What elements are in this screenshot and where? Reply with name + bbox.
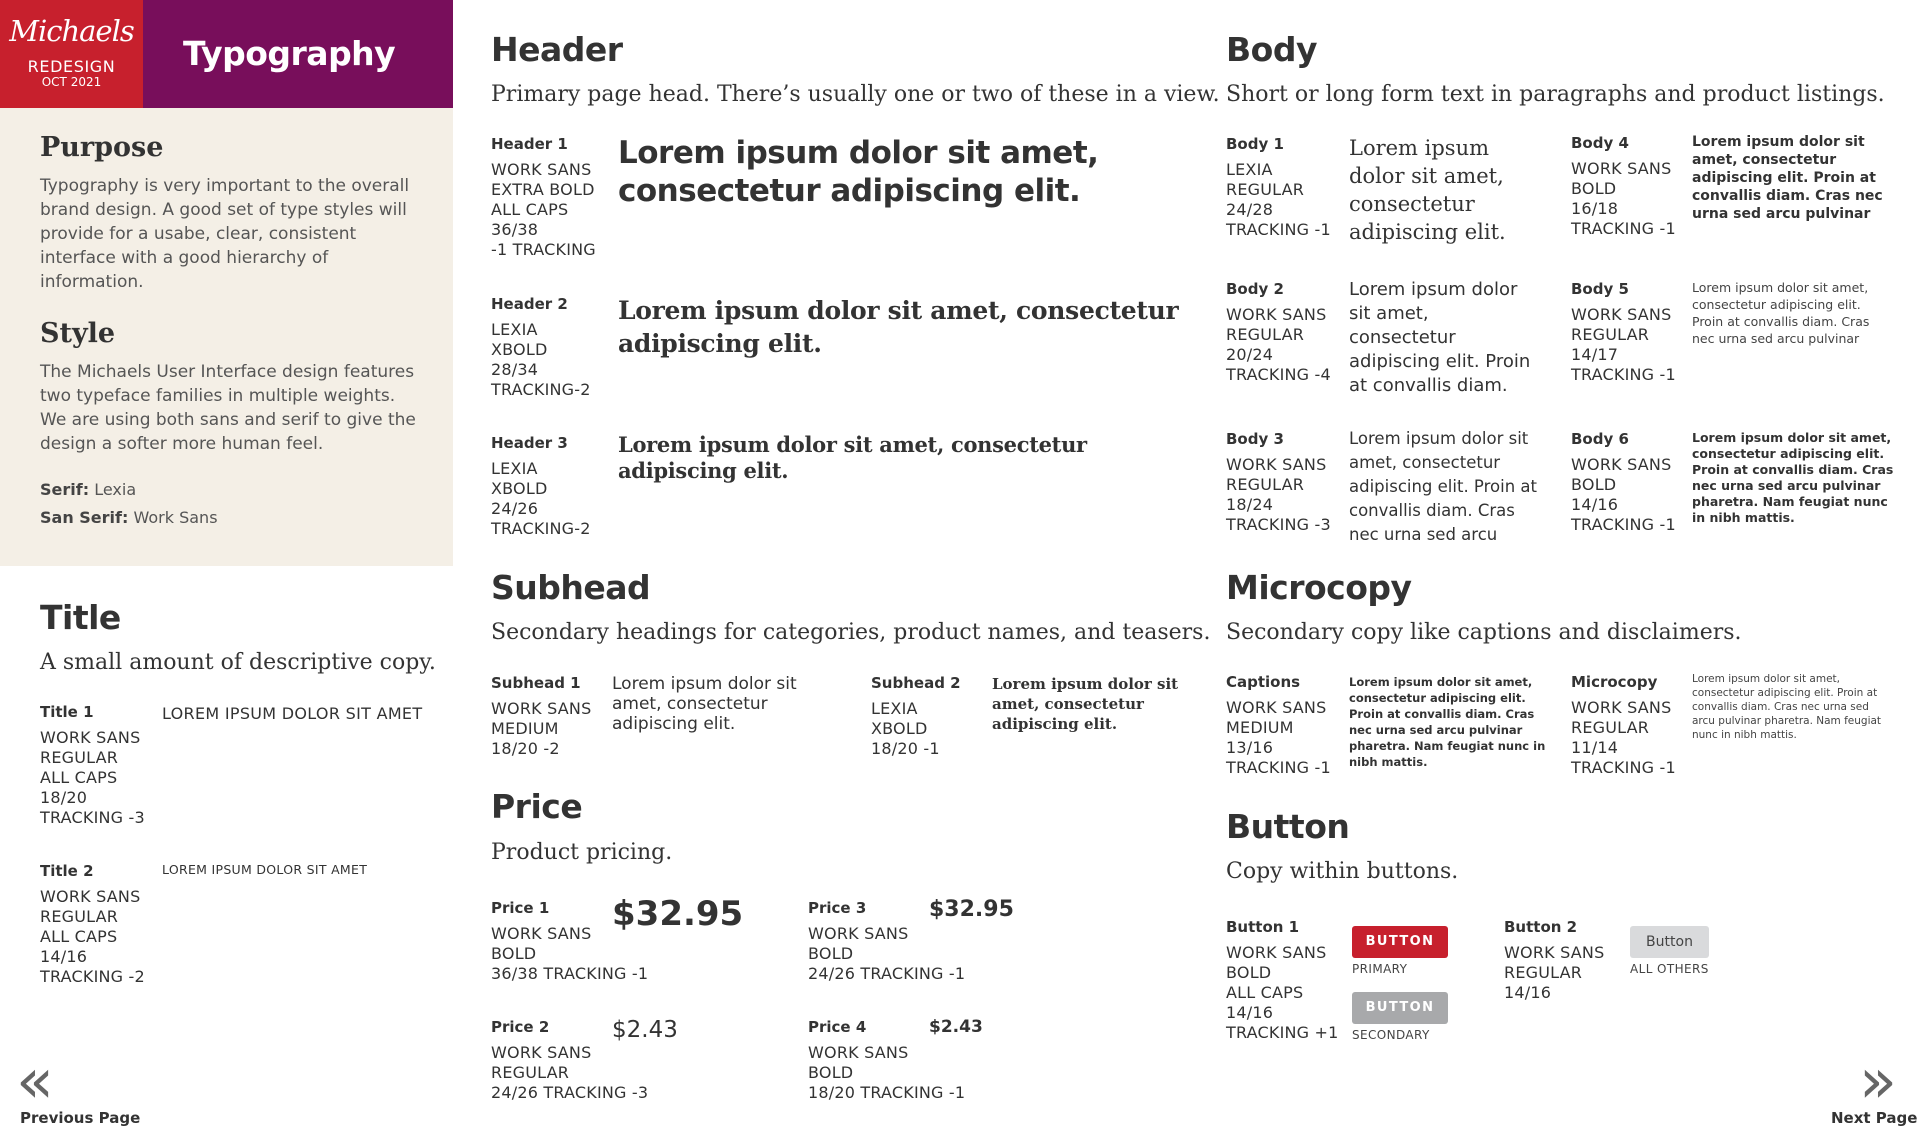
sans-font-value: Work Sans: [133, 508, 218, 527]
price-1-label: Price 1: [491, 899, 550, 917]
title-2-sample: LOREM IPSUM DOLOR SIT AMET: [162, 862, 368, 877]
body-2-label: Body 2: [1226, 280, 1284, 298]
subhead-2-spec-text: LEXIA XBOLD 18/20 -1: [871, 699, 940, 758]
body-6-spec: [1571, 429, 1676, 535]
subhead-2-spec: [871, 673, 961, 759]
subhead-1-sample: Lorem ipsum dolor sit amet, consectetur adipiscing elit.: [612, 674, 797, 734]
body-1-sample: Lorem ipsum dolor sit amet, consectetur adipiscing elit.: [1349, 136, 1506, 244]
header-2-label: Header 2: [491, 295, 568, 313]
body-section-description: Short or long form text in paragraphs and product listings.: [1226, 82, 1885, 107]
price-4-sample: $2.43: [929, 1017, 983, 1037]
button-1-label: Button 1: [1226, 918, 1300, 936]
price-2-sample: $2.43: [612, 1017, 678, 1043]
body-1-spec: [1226, 134, 1331, 240]
serif-font-line: [40, 480, 136, 499]
body-section-heading: Body: [1226, 30, 1317, 69]
body-2-spec: [1226, 279, 1331, 385]
subhead-1-label: Subhead 1: [491, 674, 581, 692]
subhead-2-label: Subhead 2: [871, 674, 961, 692]
price-4-spec-text: WORK SANS BOLD 18/20 TRACKING -1: [808, 1043, 966, 1102]
microcopy-label: Microcopy: [1571, 673, 1658, 691]
purpose-text: Typography is very important to the overall brand design. A good set of type styles will provide for a usabe, clear, consistent interface with a good hierarchy of information.: [40, 176, 410, 292]
captions-spec-text: WORK SANS MEDIUM 13/16 TRACKING -1: [1226, 698, 1331, 777]
body-5-label: Body 5: [1571, 280, 1629, 298]
page-title-banner: [143, 0, 453, 108]
body-3-sample: Lorem ipsum dolor sit amet, consectetur adipiscing elit. Proin at convallis diam. Cras nec urna sed arcu: [1349, 429, 1537, 544]
next-page-link[interactable]: Next Page: [1831, 1109, 1918, 1127]
captions-spec: [1226, 672, 1331, 778]
header-1-spec-text: WORK SANS EXTRA BOLD ALL CAPS 36/38 -1 TRACKING: [491, 160, 596, 259]
body-6-sample: Lorem ipsum dolor sit amet, consectetur adipiscing elit. Proin at convallis diam. Cras nec urna sed arcu pulvinar pharetra. Nam feugiat nunc in nibh mattis.: [1692, 430, 1894, 525]
button-1-spec: [1226, 917, 1339, 1043]
button-section-description: Copy within buttons.: [1226, 859, 1459, 884]
redesign-date: OCT 2021: [41, 75, 102, 89]
microcopy-spec: [1571, 672, 1676, 778]
title-section-description: A small amount of descriptive copy.: [40, 650, 436, 675]
previous-page-link[interactable]: Previous Page: [20, 1109, 141, 1127]
microcopy-sample: Lorem ipsum dolor sit amet, consectetur adipiscing elit. Proin at convallis diam. Cras nec urna sed arcu pulvinar pharetra. Nam feugiat nunc in nibh mattis.: [1692, 673, 1882, 741]
title-1-spec: [40, 702, 145, 828]
title-2-spec-text: WORK SANS REGULAR ALL CAPS 14/16 TRACKING -2: [40, 887, 145, 986]
secondary-caption: SECONDARY: [1352, 1028, 1430, 1042]
page-title: Typography: [183, 34, 396, 73]
header-3-spec: [491, 433, 591, 539]
intro-panel: [0, 108, 453, 566]
body-2-sample: Lorem ipsum dolor sit amet, consectetur adipiscing elit. Proin at convallis diam.: [1349, 279, 1531, 396]
serif-font-label: Serif:: [40, 480, 90, 499]
captions-sample: Lorem ipsum dolor sit amet, consectetur adipiscing elit. Proin at convallis diam. Cras nec urna sed arcu pulvinar pharetra. Nam feugiat nunc in nibh mattis.: [1349, 675, 1546, 769]
price-4-label: Price 4: [808, 1018, 867, 1036]
header-1-label: Header 1: [491, 135, 568, 153]
redesign-label: REDESIGN: [27, 57, 116, 76]
price-1-spec-text: WORK SANS BOLD 36/38 TRACKING -1: [491, 924, 649, 983]
brand-block: [0, 0, 143, 108]
header-1-spec: [491, 134, 596, 260]
header-2-spec: [491, 294, 591, 400]
body-3-label: Body 3: [1226, 430, 1284, 448]
price-1-sample: $32.95: [612, 894, 744, 934]
header-2-spec-text: LEXIA XBOLD 28/34 TRACKING-2: [491, 320, 591, 399]
style-text: The Michaels User Interface design features two typeface families in multiple weights. We are using both sans and serif to give the design a softer more human feel.: [40, 362, 416, 454]
double-chevron-left-icon[interactable]: «: [16, 1044, 54, 1117]
price-3-label: Price 3: [808, 899, 867, 917]
price-section-description: Product pricing.: [491, 840, 673, 865]
all-others-caption: ALL OTHERS: [1630, 962, 1709, 976]
subhead-section-heading: Subhead: [491, 568, 651, 607]
body-1-label: Body 1: [1226, 135, 1284, 153]
subhead-1-spec-text: WORK SANS MEDIUM 18/20 -2: [491, 699, 592, 758]
price-3-sample: $32.95: [929, 897, 1014, 922]
button-section-heading: Button: [1226, 807, 1350, 846]
header-3-spec-text: LEXIA XBOLD 24/26 TRACKING-2: [491, 459, 591, 538]
title-1-sample: LOREM IPSUM DOLOR SIT AMET: [162, 704, 423, 723]
captions-label: Captions: [1226, 673, 1301, 691]
price-3-spec-text: WORK SANS BOLD 24/26 TRACKING -1: [808, 924, 966, 983]
primary-button[interactable]: BUTTON: [1352, 926, 1448, 958]
purpose-heading: Purpose: [40, 132, 164, 163]
body-3-spec-text: WORK SANS REGULAR 18/24 TRACKING -3: [1226, 455, 1331, 534]
microcopy-section-description: Secondary copy like captions and disclaimers.: [1226, 620, 1742, 645]
body-2-spec-text: WORK SANS REGULAR 20/24 TRACKING -4: [1226, 305, 1331, 384]
other-button[interactable]: Button: [1630, 926, 1709, 958]
serif-font-value: Lexia: [94, 480, 137, 499]
subhead-section-description: Secondary headings for categories, product names, and teasers.: [491, 620, 1211, 645]
price-2-spec-text: WORK SANS REGULAR 24/26 TRACKING -3: [491, 1043, 649, 1102]
header-3-label: Header 3: [491, 434, 568, 452]
body-4-sample: Lorem ipsum dolor sit amet, consectetur adipiscing elit. Proin at convallis diam. Cras nec urna sed arcu pulvinar: [1692, 134, 1883, 222]
title-1-spec-text: WORK SANS REGULAR ALL CAPS 18/20 TRACKING -3: [40, 728, 145, 827]
title-1-label: Title 1: [40, 703, 94, 721]
sans-font-label: San Serif:: [40, 508, 129, 527]
body-5-spec: [1571, 279, 1676, 385]
title-2-spec: [40, 861, 145, 987]
header-2-sample: Lorem ipsum dolor sit amet, consectetur adipiscing elit.: [618, 296, 1179, 358]
header-section-description: Primary page head. There’s usually one or two of these in a view.: [491, 82, 1220, 107]
body-5-spec-text: WORK SANS REGULAR 14/17 TRACKING -1: [1571, 305, 1676, 384]
body-4-label: Body 4: [1571, 134, 1629, 152]
subhead-1-spec: [491, 673, 591, 759]
header-section-heading: Header: [491, 30, 623, 69]
price-2-label: Price 2: [491, 1018, 550, 1036]
button-2-spec-text: WORK SANS REGULAR 14/16: [1504, 943, 1605, 1002]
body-1-spec-text: LEXIA REGULAR 24/28 TRACKING -1: [1226, 160, 1331, 239]
button-2-spec: [1504, 917, 1604, 1003]
subhead-2-sample: Lorem ipsum dolor sit amet, consectetur adipiscing elit.: [992, 675, 1179, 733]
title-2-label: Title 2: [40, 862, 94, 880]
body-6-spec-text: WORK SANS BOLD 14/16 TRACKING -1: [1571, 455, 1676, 534]
body-3-spec: [1226, 429, 1331, 535]
microcopy-section-heading: Microcopy: [1226, 568, 1412, 607]
title-section-heading: Title: [40, 598, 121, 637]
body-6-label: Body 6: [1571, 430, 1629, 448]
double-chevron-right-icon[interactable]: »: [1859, 1044, 1897, 1117]
header-1-sample: Lorem ipsum dolor sit amet, consectetur adipiscing elit.: [618, 135, 1099, 209]
sans-font-line: [40, 508, 218, 527]
button-1-spec-text: WORK SANS BOLD ALL CAPS 14/16 TRACKING +1: [1226, 943, 1339, 1042]
body-4-spec-text: WORK SANS BOLD 16/18 TRACKING -1: [1571, 159, 1676, 238]
price-section-heading: Price: [491, 787, 583, 826]
button-2-label: Button 2: [1504, 918, 1578, 936]
secondary-button[interactable]: BUTTON: [1352, 992, 1448, 1024]
microcopy-spec-text: WORK SANS REGULAR 11/14 TRACKING -1: [1571, 698, 1676, 777]
style-heading: Style: [40, 318, 116, 349]
michaels-logo: Michaels: [9, 14, 134, 48]
header-3-sample: Lorem ipsum dolor sit amet, consectetur adipiscing elit.: [618, 432, 1087, 483]
body-4-spec: [1571, 133, 1676, 239]
primary-caption: PRIMARY: [1352, 962, 1408, 976]
body-5-sample: Lorem ipsum dolor sit amet, consectetur adipiscing elit. Proin at convallis diam. Cras nec urna sed arcu pulvinar: [1692, 280, 1870, 346]
